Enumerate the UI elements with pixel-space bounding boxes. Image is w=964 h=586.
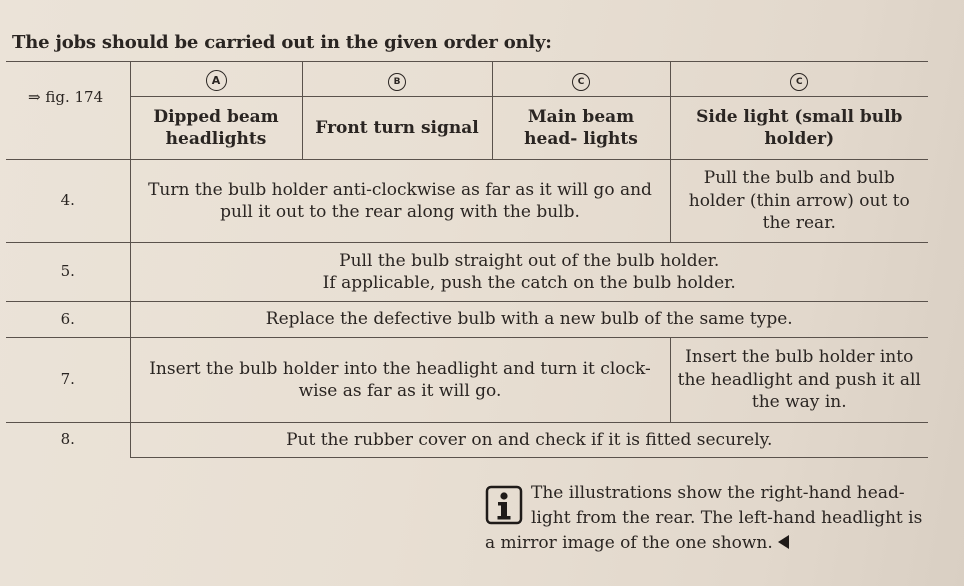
column-b-letter [302, 62, 492, 97]
column-c-letter [492, 62, 670, 97]
info-note [485, 481, 935, 556]
table-row [6, 160, 928, 243]
info-icon [485, 485, 523, 525]
step-number: 7. [6, 338, 130, 423]
table-row [6, 302, 928, 338]
step-text: Insert the bulb holder into the headlight and turn it clock- wise as far as it will go. [130, 338, 670, 423]
table-row [6, 338, 928, 423]
step-text: Replace the defective bulb with a new bulb of the same type. [130, 302, 928, 338]
bulb-replacement-table [6, 61, 928, 458]
step-number: 6. [6, 302, 130, 338]
column-c2-letter [670, 62, 928, 97]
step-side-light-text: Pull the bulb and bulb holder (thin arrow) out to the rear. [670, 160, 928, 243]
step-text-line: If applicable, push the catch on the bulb holder. [322, 273, 736, 293]
step-number: 8. [6, 423, 130, 458]
letter-c2-badge: C [790, 73, 808, 91]
column-header-front-turn-signal: Front turn signal [302, 97, 492, 160]
instructions-heading: The jobs should be carried out in the given order only: [12, 32, 552, 53]
step-text: Put the rubber cover on and check if it is fitted securely. [130, 423, 928, 458]
column-a-letter [130, 62, 302, 97]
column-letter-row [6, 62, 928, 97]
end-marker-icon [778, 535, 789, 549]
letter-a-badge: A [206, 70, 227, 91]
step-text [130, 243, 928, 302]
column-header-side-light: Side light (small bulb holder) [670, 97, 928, 160]
column-header-main-beam: Main beam head- lights [492, 97, 670, 160]
step-text-line: Pull the bulb straight out of the bulb holder. [339, 250, 720, 271]
column-header-dipped-beam: Dipped beam headlights [130, 97, 302, 160]
info-note-text: The illustrations show the right-hand head- light from the rear. The left-hand headlight is a mirror image of the one shown. [485, 483, 923, 553]
step-side-light-text: Insert the bulb holder into the headlight and push it all the way in. [670, 338, 928, 423]
step-number: 4. [6, 160, 130, 243]
letter-b-badge: B [388, 73, 406, 91]
table-row [6, 243, 928, 302]
letter-c-badge: C [572, 73, 590, 91]
step-text: Turn the bulb holder anti-clockwise as far as it will go and pull it out to the rear along with the bulb. [130, 160, 670, 243]
table-row [6, 423, 928, 458]
column-name-row [6, 97, 928, 160]
figure-reference: ⇒ fig. 174 [6, 62, 130, 160]
step-number: 5. [6, 243, 130, 302]
